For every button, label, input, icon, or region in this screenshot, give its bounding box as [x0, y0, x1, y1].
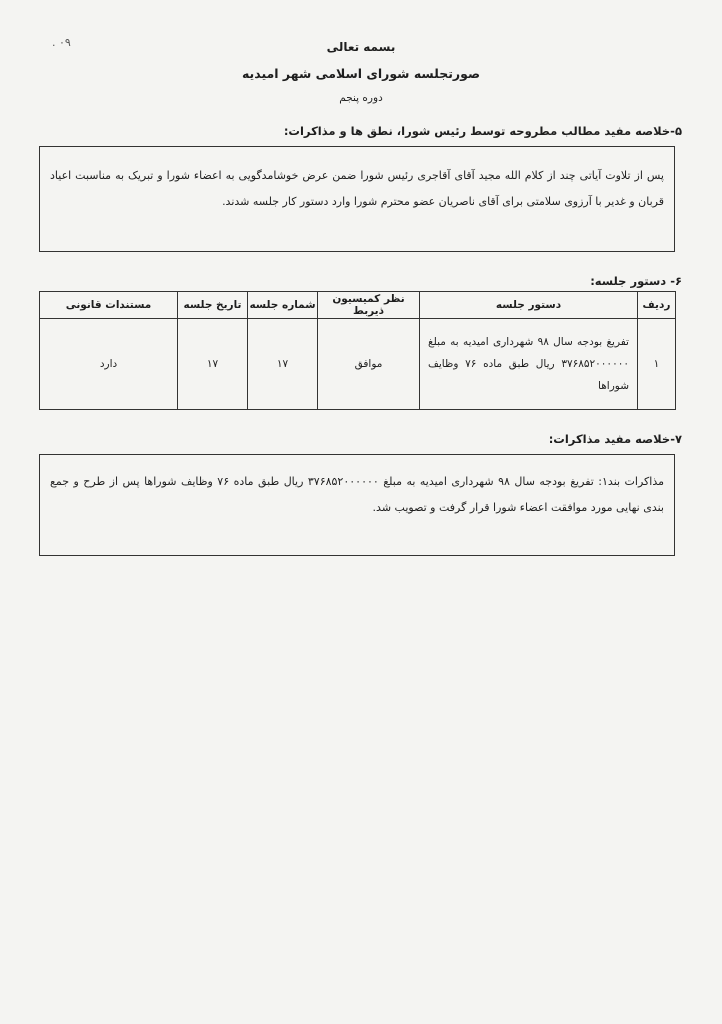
- table-row: [40, 319, 676, 410]
- col-header-session-no: شماره جلسه: [248, 292, 318, 319]
- section6-heading: ۶- دستور جلسه:: [590, 274, 682, 288]
- cell-session-date: ۱۷: [178, 319, 248, 410]
- section5-box: [39, 146, 675, 252]
- council-period: دوره پنجم: [339, 92, 383, 104]
- col-header-legal-basis: مستندات قانونی: [40, 292, 178, 319]
- cell-commission-opinion: موافق: [318, 319, 420, 410]
- cell-legal-basis: دارد: [40, 319, 178, 410]
- section5-heading: ۵-خلاصه مفید مطالب مطروحه توسط رئیس شورا، نطق ها و مذاکرات:: [283, 124, 682, 138]
- section5-text: پس از تلاوت آیاتی چند از کلام الله مجید آقای آقاجری رئیس شورا ضمن عرض خوشامدگویی به اعضاء شورا و تبریک به مناسبت اعیاد قربان و غدیر با آرزوی سلامتی برای آقای ناصریان عضو محترم شورا وارد دستور کار جلسه شدند.: [50, 169, 664, 208]
- section7-box: [39, 454, 675, 556]
- col-header-row-no: ردیف: [638, 292, 676, 319]
- section7-text: مذاکرات بند۱: تفریغ بودجه سال ۹۸ شهرداری امیدیه به مبلغ ۳۷۶۸۵۲۰۰۰۰۰۰ ریال طبق ماده ۷۶ وظایف شوراها پس از طرح و جمع بندی نهایی مورد موافقت اعضاء شورا قرار گرفت و تصویب شد.: [50, 475, 664, 514]
- cell-session-no: ۱۷: [248, 319, 318, 410]
- col-header-session-date: تاریخ جلسه: [178, 292, 248, 319]
- bismillah-heading: بسمه تعالی: [326, 40, 396, 54]
- cell-agenda: تفریغ بودجه سال ۹۸ شهرداری امیدیه به مبلغ ۳۷۶۸۵۲۰۰۰۰۰۰ ریال طبق ماده ۷۶ وظایف شوراها: [420, 319, 638, 410]
- section7-heading: ۷-خلاصه مفید مذاکرات:: [548, 432, 682, 446]
- col-header-commission: نظر کمیسیون ذیربط: [318, 292, 420, 319]
- agenda-header-row: [40, 292, 676, 319]
- agenda-table: [39, 291, 676, 410]
- document-title: صورتجلسه شورای اسلامی شهر امیدیه: [241, 66, 481, 81]
- cell-row-no: ۱: [638, 319, 676, 410]
- col-header-agenda: دستور جلسه: [420, 292, 638, 319]
- page-mark: . ٠٩: [52, 36, 71, 49]
